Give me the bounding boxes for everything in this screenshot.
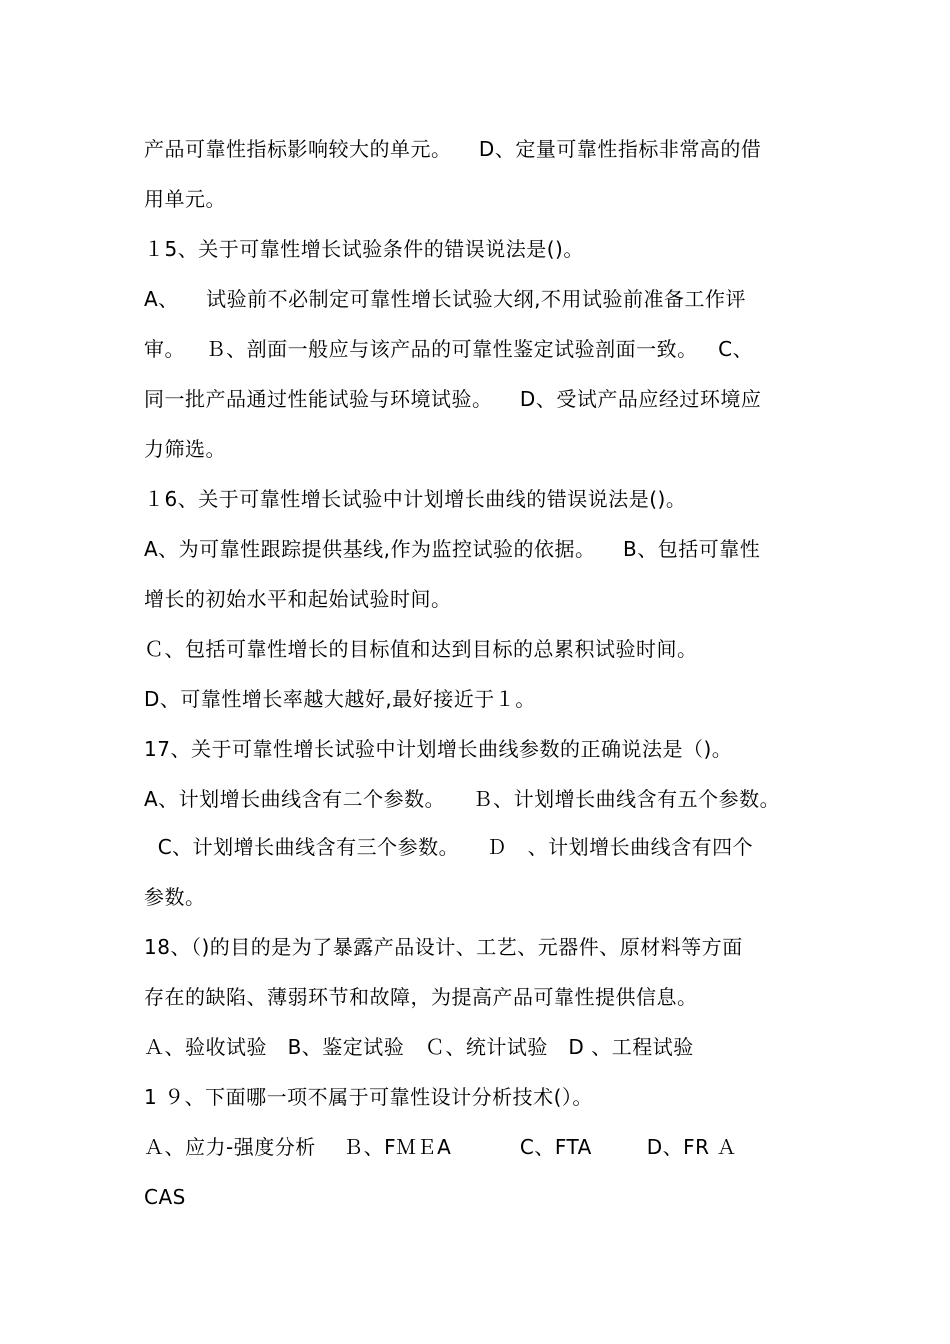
text-line: A、为可靠性跟踪提供基线,作为监控试验的依据。 B、包括可靠性 bbox=[144, 537, 761, 561]
text-line: 用单元。 bbox=[144, 187, 226, 211]
question-19-title: 1 ９、下面哪一项不属于可靠性设计分析技术(）。 bbox=[144, 1085, 593, 1109]
text-line: A、计划增长曲线含有二个参数。 Ｂ、计划增长曲线含有五个参数。 bbox=[144, 787, 781, 811]
text-line: 参数。 bbox=[144, 885, 206, 909]
text-line: 力筛选。 bbox=[144, 437, 226, 461]
text-line: 同一批产品通过性能试验与环境试验。 D、受试产品应经过环境应 bbox=[144, 387, 762, 411]
text-line: D、可靠性增长率越大越好,最好接近于１。 bbox=[144, 687, 536, 711]
text-line: Ａ、验收试验 B、鉴定试验 Ｃ、统计试验 D 、工程试验 bbox=[144, 1035, 694, 1059]
text-line: 审。 Ｂ、剖面一般应与该产品的可靠性鉴定试验剖面一致。 C、 bbox=[144, 337, 754, 361]
question-18-title: 18、（)的目的是为了暴露产品设计、工艺、元器件、原材料等方面 bbox=[144, 935, 743, 959]
text-line: A、 试验前不必制定可靠性增长试验大纲,不用试验前准备工作评 bbox=[144, 287, 746, 311]
text-line: Ｃ、包括可靠性增长的目标值和达到目标的总累积试验时间。 bbox=[144, 637, 698, 661]
text-line: Ａ、应力-强度分析 Ｂ、FＭＥA C、FTA D、FR Ａ bbox=[144, 1135, 737, 1159]
text-line: C、计划增长曲线含有三个参数。 Ｄ 、计划增长曲线含有四个 bbox=[144, 835, 754, 859]
text-line: 存在的缺陷、薄弱环节和故障，为提高产品可靠性提供信息。 bbox=[144, 985, 698, 1009]
question-16-title: １6、关于可靠性增长试验中计划增长曲线的错误说法是()。 bbox=[144, 487, 687, 511]
question-17-title: 17、关于可靠性增长试验中计划增长曲线参数的正确说法是（)。 bbox=[144, 737, 733, 761]
text-line: 增长的初始水平和起始试验时间。 bbox=[144, 587, 452, 611]
text-line: 产品可靠性指标影响较大的单元。 D、定量可靠性指标非常高的借 bbox=[144, 137, 762, 161]
question-15-title: １5、关于可靠性增长试验条件的错误说法是()。 bbox=[144, 237, 584, 261]
text-line: CAS bbox=[144, 1185, 186, 1209]
